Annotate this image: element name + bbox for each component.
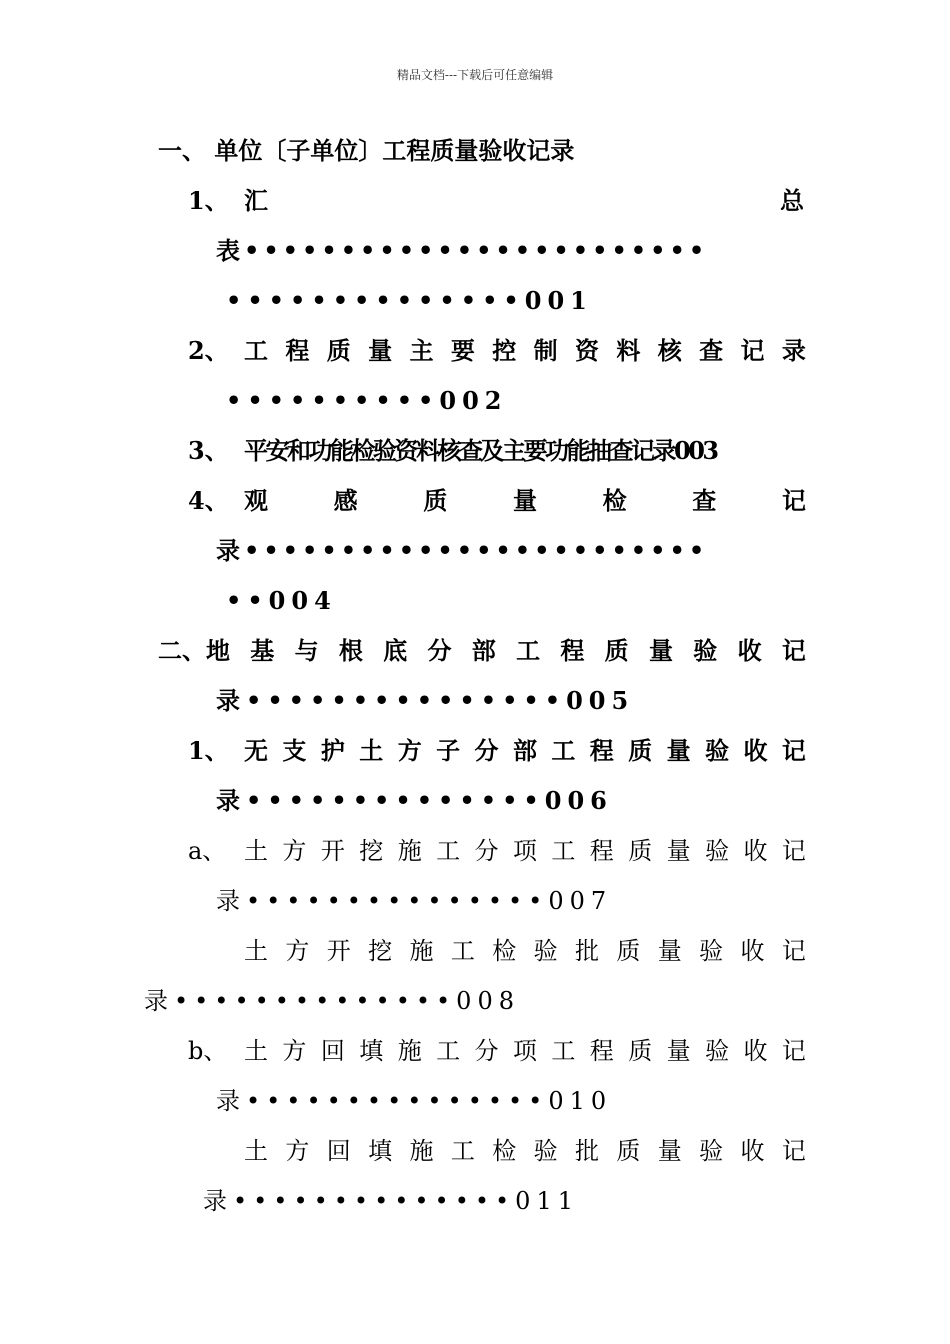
- ib-char: 回: [320, 1037, 345, 1065]
- ia2-char: 收: [740, 937, 765, 965]
- item-3-number: 3、: [188, 436, 229, 465]
- page-header: 精品文档---下载后可任意编辑: [396, 68, 554, 82]
- i2-char: 质: [326, 336, 351, 365]
- item-a-page: 录•••••••••••••••007: [216, 887, 613, 915]
- item-2-number: 2、: [188, 336, 229, 365]
- s1-char: 程: [589, 736, 614, 765]
- ib2-char: 量: [657, 1137, 682, 1165]
- item-a-batch-title: [244, 936, 806, 966]
- s1-char: 部: [512, 736, 537, 765]
- i2-char: 查: [699, 336, 724, 365]
- i2-char: 主: [409, 336, 434, 365]
- i2-char: 程: [285, 336, 310, 365]
- ib-char: 质: [628, 1037, 653, 1065]
- ib2-char: 收: [740, 1137, 765, 1165]
- sec2-char: 基: [250, 636, 275, 665]
- ib2-char: 土: [244, 1137, 268, 1165]
- section-2-page: 录•••••••••••••••005: [216, 686, 635, 715]
- sec2-char: 分: [427, 636, 452, 665]
- item-4-page: ••004: [226, 586, 337, 615]
- sec2-char: 质: [604, 636, 629, 665]
- ib2-char: 检: [492, 1137, 517, 1165]
- i4-char: 量: [512, 486, 537, 515]
- s1-char: 质: [628, 736, 653, 765]
- item-4-title: [244, 486, 806, 516]
- i2-char: 录: [781, 336, 806, 365]
- i2-char: 记: [740, 336, 765, 365]
- ib2-char: 验: [699, 1137, 724, 1165]
- ia2-char: 验: [533, 937, 558, 965]
- item-1-number: 1、: [188, 186, 229, 215]
- s1-char: 护: [320, 736, 345, 765]
- i4-char: 记: [781, 486, 806, 515]
- sec2-char: 二、地: [158, 636, 230, 665]
- s1-char: 分: [474, 736, 499, 765]
- ib-char: 方: [282, 1037, 307, 1065]
- i2-char: 料: [616, 336, 641, 365]
- item-a-title: [244, 836, 806, 866]
- s1-char: 工: [551, 736, 576, 765]
- ib2-char: 验: [533, 1137, 558, 1165]
- item-3-title: 平安和功能检验资料核查及主要功能抽查记录003: [244, 436, 717, 465]
- item-a-batch-page: 录••••••••••••••008: [144, 987, 520, 1015]
- sec2-char: 程: [560, 636, 585, 665]
- sec2-char: 底: [383, 636, 408, 665]
- i2-char: 控: [492, 336, 517, 365]
- ia2-char: 工: [450, 937, 475, 965]
- ib-char: 项: [512, 1037, 537, 1065]
- item-4-number: 4、: [188, 486, 229, 515]
- i4-char: 查: [692, 486, 717, 515]
- sub-1-number: 1、: [188, 736, 229, 765]
- ia-char: 量: [666, 837, 691, 865]
- ib-char: 填: [359, 1037, 384, 1065]
- ia-char: 工: [436, 837, 461, 865]
- ib-char: 量: [666, 1037, 691, 1065]
- sec2-char: 验: [693, 636, 718, 665]
- ib-char: 分: [474, 1037, 499, 1065]
- ib-char: 施: [397, 1037, 422, 1065]
- ib-char: 记: [781, 1037, 806, 1065]
- i2-char: 量: [368, 336, 393, 365]
- section-1-title: 一、 单位〔子单位〕工程质量验收记录: [158, 136, 575, 165]
- item-b-batch-page: 录••••••••••••••011: [203, 1187, 579, 1215]
- ia-char: 方: [282, 837, 307, 865]
- ia2-char: 土: [244, 937, 268, 965]
- ib2-char: 质: [616, 1137, 641, 1165]
- item-b-number: b、: [188, 1037, 228, 1065]
- ib2-char: 工: [450, 1137, 475, 1165]
- s1-char: 土: [359, 736, 384, 765]
- item-1-leader-line: [216, 236, 806, 266]
- ia-char: 验: [705, 837, 730, 865]
- ia-char: 程: [589, 837, 614, 865]
- i2-char: 资: [575, 336, 599, 365]
- i4-char: 观: [244, 486, 268, 515]
- ia2-char: 记: [781, 937, 806, 965]
- ia2-char: 批: [575, 937, 599, 965]
- item-2-title: [244, 336, 806, 366]
- section-2-title: [158, 636, 806, 666]
- s1-char: 验: [705, 736, 730, 765]
- s1-char: 记: [781, 736, 806, 765]
- ib-char: 收: [743, 1037, 768, 1065]
- ia2-char: 检: [492, 937, 517, 965]
- ia-char: 土: [244, 837, 268, 865]
- ib-char: 土: [244, 1037, 268, 1065]
- item-b-title: [244, 1036, 806, 1066]
- sub-1-title: [244, 736, 806, 766]
- s1-char: 方: [397, 736, 422, 765]
- s1-char: 无: [244, 736, 268, 765]
- ia2-char: 质: [616, 937, 641, 965]
- s1-char: 收: [743, 736, 768, 765]
- item-b-page: 录•••••••••••••••010: [216, 1087, 613, 1115]
- ib2-char: 施: [409, 1137, 434, 1165]
- i2-char: 制: [533, 336, 558, 365]
- i4-char: 质: [423, 486, 448, 515]
- i2-char: 要: [450, 336, 475, 365]
- sec2-char: 工: [516, 636, 541, 665]
- ib-char: 程: [589, 1037, 614, 1065]
- item-a-number: a、: [188, 837, 227, 865]
- item-1-text-start: 汇: [244, 186, 268, 215]
- item-b-batch-title: [244, 1136, 806, 1166]
- ia-char: 分: [474, 837, 499, 865]
- sec2-char: 部: [471, 636, 496, 665]
- i2-char: 工: [244, 336, 268, 365]
- item-4-leader: 录••••••••••••••••••••••••: [216, 536, 709, 565]
- ib2-char: 回: [326, 1137, 351, 1165]
- ib2-char: 批: [575, 1137, 599, 1165]
- i4-char: 感: [333, 486, 358, 515]
- sec2-char: 量: [648, 636, 673, 665]
- ib-char: 工: [436, 1037, 461, 1065]
- ia-char: 质: [628, 837, 653, 865]
- ia2-char: 挖: [368, 937, 393, 965]
- item-1-page: ••••••••••••••001: [226, 286, 593, 315]
- ib2-char: 方: [285, 1137, 310, 1165]
- ia2-char: 量: [657, 937, 682, 965]
- ia-char: 收: [743, 837, 768, 865]
- ia2-char: 验: [699, 937, 724, 965]
- ia-char: 挖: [359, 837, 384, 865]
- ia-char: 项: [512, 837, 537, 865]
- sub-1-page: 录••••••••••••••006: [216, 786, 613, 815]
- ib2-char: 记: [781, 1137, 806, 1165]
- ia2-char: 方: [285, 937, 310, 965]
- sec2-char: 收: [737, 636, 762, 665]
- sec2-char: 与: [294, 636, 319, 665]
- ia-char: 记: [781, 837, 806, 865]
- sec2-char: 记: [781, 636, 806, 665]
- i2-char: 核: [657, 336, 682, 365]
- sec2-char: 根: [338, 636, 363, 665]
- ia-char: 施: [397, 837, 422, 865]
- s1-char: 子: [436, 736, 461, 765]
- ib-char: 工: [551, 1037, 576, 1065]
- ib2-char: 填: [368, 1137, 393, 1165]
- item-2-page: ••••••••••002: [226, 386, 508, 415]
- ia-char: 工: [551, 837, 576, 865]
- item-1-leader-text: 表••••••••••••••••••••••••: [216, 236, 709, 265]
- ia-char: 开: [320, 837, 345, 865]
- ia2-char: 开: [326, 937, 351, 965]
- i4-char: 检: [602, 486, 627, 515]
- s1-char: 支: [282, 736, 307, 765]
- s1-char: 量: [666, 736, 691, 765]
- item-1-text-end: 总: [780, 186, 804, 215]
- ib-char: 验: [705, 1037, 730, 1065]
- ia2-char: 施: [409, 937, 434, 965]
